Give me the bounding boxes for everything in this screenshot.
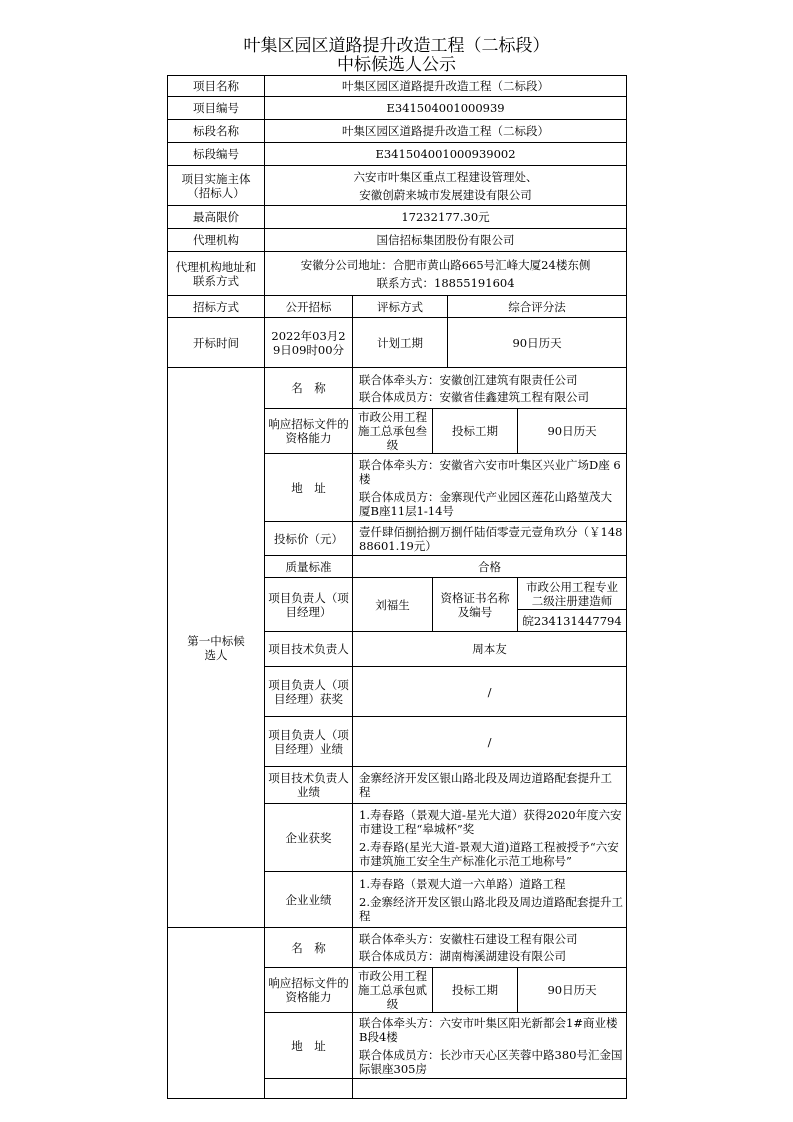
project-name-value: 叶集区园区道路提升改造工程（二标段） [265,76,627,97]
c1-lead: 联合体牵头方：安徽创江建筑有限责任公司 [359,372,578,387]
c1-cert-label: 资格证书名称及编号 [433,578,518,632]
c2-bid-period-value: 90日历天 [518,968,627,1013]
row-owner [168,166,627,206]
project-no-label: 项目编号 [168,97,265,120]
row-section-name [168,120,627,143]
c2-qual-label: 响应招标文件的资格能力 [265,968,353,1013]
c1-cert-name: 市政公用工程专业二级注册建造师 [518,578,627,610]
c1-row-name [168,368,627,409]
c2-label [168,928,265,1099]
bid-table [167,75,627,1099]
section-name-label: 标段名称 [168,120,265,143]
c1-pm-label: 项目负责人（项目经理） [265,578,353,632]
row-section-no [168,143,627,166]
c1-pm-value: 刘福生 [353,578,433,632]
c2-name-label: 名 称 [265,928,353,968]
c1-tech-perf-label: 项目技术负责人业绩 [265,767,353,804]
c1-ent-award-2: 2.寿春路(星光大道-景观大道)道路工程被授予“六安市建筑施工安全生产标准化示范工地称号” [359,839,619,868]
open-time-value: 2022年03月29日09时00分 [265,318,353,368]
row-project-name [168,76,627,97]
row-project-no [168,97,627,120]
c1-pm-award-label: 项目负责人（项目经理）获奖 [265,667,353,717]
row-open-time [168,318,627,368]
c2-bid-period-label: 投标工期 [433,968,518,1013]
c1-name-label: 名 称 [265,368,353,409]
owner-line-2: 安徽创蔚来城市发展建设有限公司 [359,187,532,202]
c2-member: 联合体成员方：湖南梅溪湖建设有限公司 [359,949,566,963]
c2-next-value [353,1079,627,1099]
owner-value [265,166,627,206]
owner-label: 项目实施主体（招标人） [168,166,265,206]
c1-label: 第一中标候选人 [168,368,265,928]
max-price-value: 17232177.30元 [265,206,627,229]
c2-address-label: 地 址 [265,1013,353,1079]
c1-price-label: 投标价（元） [265,522,353,556]
agent-value: 国信招标集团股份有限公司 [265,229,627,252]
agent-address-label: 代理机构地址和联系方式 [168,252,265,296]
row-agent-address [168,252,627,296]
c1-pm-award-value: / [353,667,627,717]
c1-name-value [353,368,627,409]
eval-label: 评标方式 [353,296,448,318]
c1-qual-value: 市政公用工程施工总承包叁级 [353,409,433,454]
project-no-value: E341504001000939 [265,97,627,120]
section-no-label: 标段编号 [168,143,265,166]
c1-tech-label: 项目技术负责人 [265,632,353,667]
c2-row-name [168,928,627,968]
c1-bid-period-value: 90日历天 [518,409,627,454]
c1-ent-perf-value [353,872,627,928]
document-title: 叶集区园区道路提升改造工程（二标段） [243,36,550,56]
c1-qual-label: 响应招标文件的资格能力 [265,409,353,454]
c1-pm-perf-label: 项目负责人（项目经理）业绩 [265,717,353,767]
c1-address-member: 联合体成员方：金寨现代产业园区莲花山路堃茂大厦B座11层1-14号 [359,489,612,518]
c1-ent-award-label: 企业获奖 [265,804,353,872]
c1-ent-perf-1: 1.寿春路（景观大道一六单路）道路工程 [359,876,566,891]
c2-address-lead: 联合体牵头方：六安市叶集区阳光新都会1#商业楼B段4楼 [359,1015,618,1044]
c1-address-value [353,454,627,522]
c1-ent-award-value [353,804,627,872]
section-no-value: E341504001000939002 [265,143,627,166]
project-name-label: 项目名称 [168,76,265,97]
row-agent [168,229,627,252]
c2-name-value [353,928,627,968]
row-method [168,296,627,318]
c1-ent-perf-2: 2.金寨经济开发区银山路北段及周边道路配套提升工程 [359,894,623,923]
plan-period-value: 90日历天 [448,318,627,368]
max-price-label: 最高限价 [168,206,265,229]
agent-label: 代理机构 [168,229,265,252]
method-value: 公开招标 [265,296,353,318]
c1-tech-value: 周本友 [353,632,627,667]
c2-address-value [353,1013,627,1079]
c1-price-value: 壹仟肆佰捌拾捌万捌仟陆佰零壹元壹角玖分（￥14888601.19元） [353,522,627,556]
document-subtitle: 中标候选人公示 [337,55,456,75]
c2-lead: 联合体牵头方：安徽柱石建设工程有限公司 [359,932,578,946]
c1-ent-perf-label: 企业业绩 [265,872,353,928]
agent-contact-line: 联系方式：18855191604 [376,275,515,290]
c1-quality-value: 合格 [353,556,627,578]
c1-quality-label: 质量标准 [265,556,353,578]
c1-address-lead: 联合体牵头方：安徽省六安市叶集区兴业广场D座 6楼 [359,457,621,486]
c1-address-label: 地 址 [265,454,353,522]
c2-address-member: 联合体成员方：长沙市天心区芙蓉中路380号汇金国际银座305房 [359,1047,623,1076]
c1-ent-award-1: 1.寿春路（景观大道-星光大道）获得2020年度六安市建设工程“皋城杯”奖 [359,807,622,836]
c1-member: 联合体成员方：安徽省佳鑫建筑工程有限公司 [359,389,589,404]
owner-line-1: 六安市叶集区重点工程建设管理处、 [353,169,538,184]
plan-period-label: 计划工期 [353,318,448,368]
c1-pm-perf-value: / [353,717,627,767]
c2-qual-value: 市政公用工程施工总承包贰级 [353,968,433,1013]
method-label: 招标方式 [168,296,265,318]
open-time-label: 开标时间 [168,318,265,368]
row-max-price [168,206,627,229]
c1-bid-period-label: 投标工期 [433,409,518,454]
c1-cert-no: 皖234131447794 [518,610,627,632]
eval-value: 综合评分法 [448,296,627,318]
agent-address-value [265,252,627,296]
section-name-value: 叶集区园区道路提升改造工程（二标段） [265,120,627,143]
agent-address-line: 安徽分公司地址：合肥市黄山路665号汇峰大厦24楼东侧 [300,257,591,272]
c2-next-label [265,1079,353,1099]
c1-tech-perf-value: 金寨经济开发区银山路北段及周边道路配套提升工程 [353,767,627,804]
